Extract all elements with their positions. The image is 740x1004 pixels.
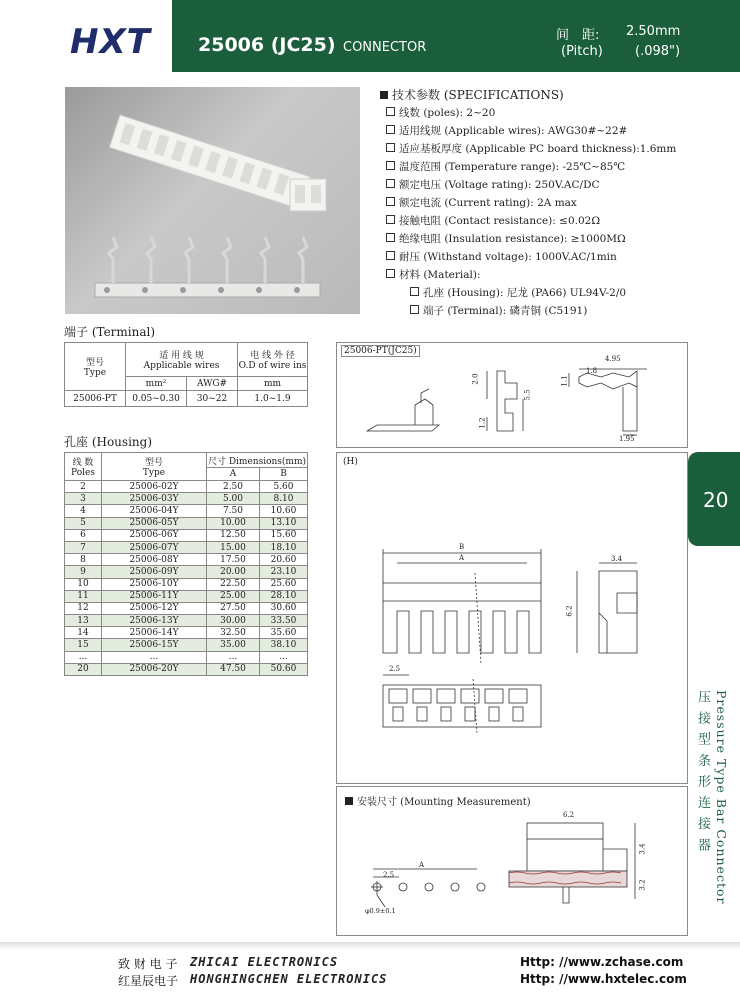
dim-label: B [459,543,465,551]
vertical-title-cn: 压 接 型 条 形 连 接 器 [695,690,710,853]
table-row [65,651,308,663]
specs-list [386,105,676,321]
spec-item: 耐压 (Withstand voltage): 1000V.AC/1min [386,249,676,267]
table-cell: 32.50 [207,627,260,639]
pitch-label-en: (Pitch) [561,44,603,59]
terminal-drawing-label: 25006-PT(JC25) [341,345,420,357]
unit-awg: AWG# [187,377,238,391]
unit-mm2: mm² [126,377,187,391]
table-row [65,615,308,627]
table-cell: ... [207,651,260,663]
table-cell: 17.50 [207,554,260,566]
checkbox-square-icon [386,233,395,242]
company1-en: ZHICAI ELECTRONICS [190,955,339,969]
checkbox-square-icon [386,161,395,170]
material-item: 孔座 (Housing): 尼龙 (PA66) UL94V-2/0 [386,285,676,303]
table-cell: 18.10 [260,541,308,553]
table-cell: 8.10 [260,493,308,505]
material-item: 端子 (Terminal): 磷青铜 (C5191) [386,303,676,321]
table-cell: 10.60 [260,505,308,517]
table-cell: 7 [65,541,102,553]
table-cell: 8 [65,554,102,566]
dim-label: 1.95 [619,435,635,443]
unit-mm: mm [238,377,308,391]
table-cell: 6 [65,529,102,541]
table-cell: 25.60 [260,578,308,590]
spec-item: 适用线规 (Applicable wires): AWG30#~22# [386,123,676,141]
table-cell: 2.50 [207,481,260,493]
dim-label: 1.1 [560,375,569,387]
table-cell: 25006-11Y [102,590,207,602]
housing-col-dim: 尺寸 Dimensions(mm) [207,453,308,468]
mounting-label: 安装尺寸 (Mounting Measurement) [345,793,531,808]
table-cell: 11 [65,590,102,602]
url-hxtelec[interactable]: Http: //www.hxtelec.com [520,972,687,986]
table-row [65,517,308,529]
housing-drawing [337,453,687,783]
product-title: 25006 (JC25) [198,34,336,56]
housing-table-body [65,481,308,676]
housing-col-a: A [207,468,260,481]
table-cell: 7.50 [207,505,260,517]
table-row [65,554,308,566]
dim-label: A [419,861,425,869]
table-cell: 25006-08Y [102,554,207,566]
spec-item: 温度范围 (Temperature range): -25℃~85℃ [386,159,676,177]
dim-label: 3.4 [611,555,623,563]
dim-label: 2.5 [383,871,395,879]
housing-drawing-label: (H) [343,457,358,467]
table-cell: 25006-20Y [102,663,207,675]
housing-col-poles: 线 数 Poles [65,453,102,481]
table-cell: 12 [65,602,102,614]
checkbox-square-icon [386,107,395,116]
dim-label: 6.2 [565,605,574,617]
table-cell: 12.50 [207,529,260,541]
table-cell: 25006-13Y [102,615,207,627]
table-cell: 25006-14Y [102,627,207,639]
product-photo [65,87,360,314]
checkbox-square-icon [410,287,419,296]
table-cell: 4 [65,505,102,517]
table-row [65,481,308,493]
table-cell: 28.10 [260,590,308,602]
table-cell: 15.60 [260,529,308,541]
table-row [65,663,308,675]
table-row [65,590,308,602]
dim-label: A [459,554,465,562]
dim-label: 1.8 [586,367,598,375]
dim-label: 1.2 [478,417,487,429]
table-cell: ... [260,651,308,663]
table-cell: 13.10 [260,517,308,529]
table-cell: 35.00 [207,639,260,651]
company2-en: HONGHINGCHEN ELECTRONICS [190,972,388,986]
checkbox-square-icon [386,215,395,224]
dim-label: 2.0 [471,373,480,385]
pitch-inch: (.098") [635,44,681,59]
dim-label: 3.4 [638,843,647,855]
table-cell: 25006-06Y [102,529,207,541]
pitch-value: 2.50mm [626,24,681,39]
housing-col-b: B [260,468,308,481]
terminal-col-type: 型号 Type [65,343,126,391]
page-number: 20 [703,488,729,512]
table-cell: ... [102,651,207,663]
table-cell: 5.00 [207,493,260,505]
terminal-col-od: 电 线 外 径 O.D of wire ins [238,343,308,377]
table-cell: 10 [65,578,102,590]
table-cell: 35.60 [260,627,308,639]
mounting-drawing-panel [336,786,688,936]
table-cell: 23.10 [260,566,308,578]
table-row: 25006-PT 0.05~0.30 30~22 1.0~1.9 [65,391,308,407]
terminal-drawing-panel [336,342,688,448]
pitch-label-cn: 间 距: [556,28,600,43]
dim-label: 6.2 [563,811,575,819]
table-cell: 33.50 [260,615,308,627]
table-cell: 2 [65,481,102,493]
table-row [65,493,308,505]
spec-item: 适应基板厚度 (Applicable PC board thickness):1.6mm [386,141,676,159]
table-cell: 20.60 [260,554,308,566]
housing-drawing-panel [336,452,688,784]
connector-photo-illustration [65,87,360,314]
table-row [65,529,308,541]
checkbox-square-icon [386,143,395,152]
dim-label: 5.5 [523,389,532,401]
housing-table [64,452,308,676]
table-cell: 25006-03Y [102,493,207,505]
table-cell: 25006-07Y [102,541,207,553]
checkbox-square-icon [386,179,395,188]
company1-cn: 致 财 电 子 [118,957,178,971]
checkbox-square-icon [386,197,395,206]
table-cell: 38.10 [260,639,308,651]
bullet-square-icon [380,91,388,99]
url-zchase[interactable]: Http: //www.zchase.com [520,955,684,969]
dim-label: 3.2 [638,879,647,891]
spec-item: 额定电流 (Current rating): 2A max [386,195,676,213]
table-cell: 30.60 [260,602,308,614]
spec-item: 接触电阻 (Contact resistance): ≤0.02Ω [386,213,676,231]
terminal-table [64,342,308,407]
vertical-title-en: Pressure Type Bar Connector [714,690,729,905]
table-cell: 25006-04Y [102,505,207,517]
table-cell: 5.60 [260,481,308,493]
table-cell: 14 [65,627,102,639]
table-cell: 20 [65,663,102,675]
table-cell: 15 [65,639,102,651]
table-cell: 3 [65,493,102,505]
company2-cn: 红星辰电子 [118,974,179,988]
spec-item: 材料 (Material): [386,267,676,285]
table-cell: 50.60 [260,663,308,675]
checkbox-square-icon [386,125,395,134]
checkbox-square-icon [386,269,395,278]
table-cell: 22.50 [207,578,260,590]
table-row [65,541,308,553]
table-cell: 47.50 [207,663,260,675]
table-row [65,505,308,517]
housing-col-type: 型号 Type [102,453,207,481]
specs-heading [380,86,564,103]
product-title-suffix: CONNECTOR [343,40,427,55]
table-cell: 25006-09Y [102,566,207,578]
table-cell: 10.00 [207,517,260,529]
table-cell: 9 [65,566,102,578]
table-cell: 25006-05Y [102,517,207,529]
terminal-col-wires: 适 用 线 规 Applicable wires [126,343,238,377]
dim-label: φ0.9±0.1 [365,907,396,915]
table-row [65,602,308,614]
terminal-drawing [337,343,687,447]
table-cell: 25.00 [207,590,260,602]
table-row [65,627,308,639]
spec-item: 额定电压 (Voltage rating): 250V.AC/DC [386,177,676,195]
checkbox-square-icon [386,251,395,260]
housing-heading: 孔座 (Housing) [64,435,153,449]
table-cell: ... [65,651,102,663]
terminal-heading: 端子 (Terminal) [64,325,156,339]
specs-heading-text: 技术参数 (SPECIFICATIONS) [392,88,564,102]
table-cell: 20.00 [207,566,260,578]
table-cell: 25006-02Y [102,481,207,493]
checkbox-square-icon [410,305,419,314]
company-logo: HXT [70,22,151,62]
table-row [65,639,308,651]
spec-item: 线数 (poles): 2~20 [386,105,676,123]
dim-label: 4.95 [605,355,621,363]
table-cell: 13 [65,615,102,627]
table-cell: 25006-10Y [102,578,207,590]
table-cell: 25006-15Y [102,639,207,651]
table-row [65,578,308,590]
table-cell: 30.00 [207,615,260,627]
table-row [65,566,308,578]
table-cell: 5 [65,517,102,529]
table-cell: 15.00 [207,541,260,553]
dim-label: 2.5 [389,665,401,673]
footer-divider [0,942,740,950]
table-cell: 27.50 [207,602,260,614]
spec-item: 绝缘电阻 (Insulation resistance): ≥1000MΩ [386,231,676,249]
table-cell: 25006-12Y [102,602,207,614]
